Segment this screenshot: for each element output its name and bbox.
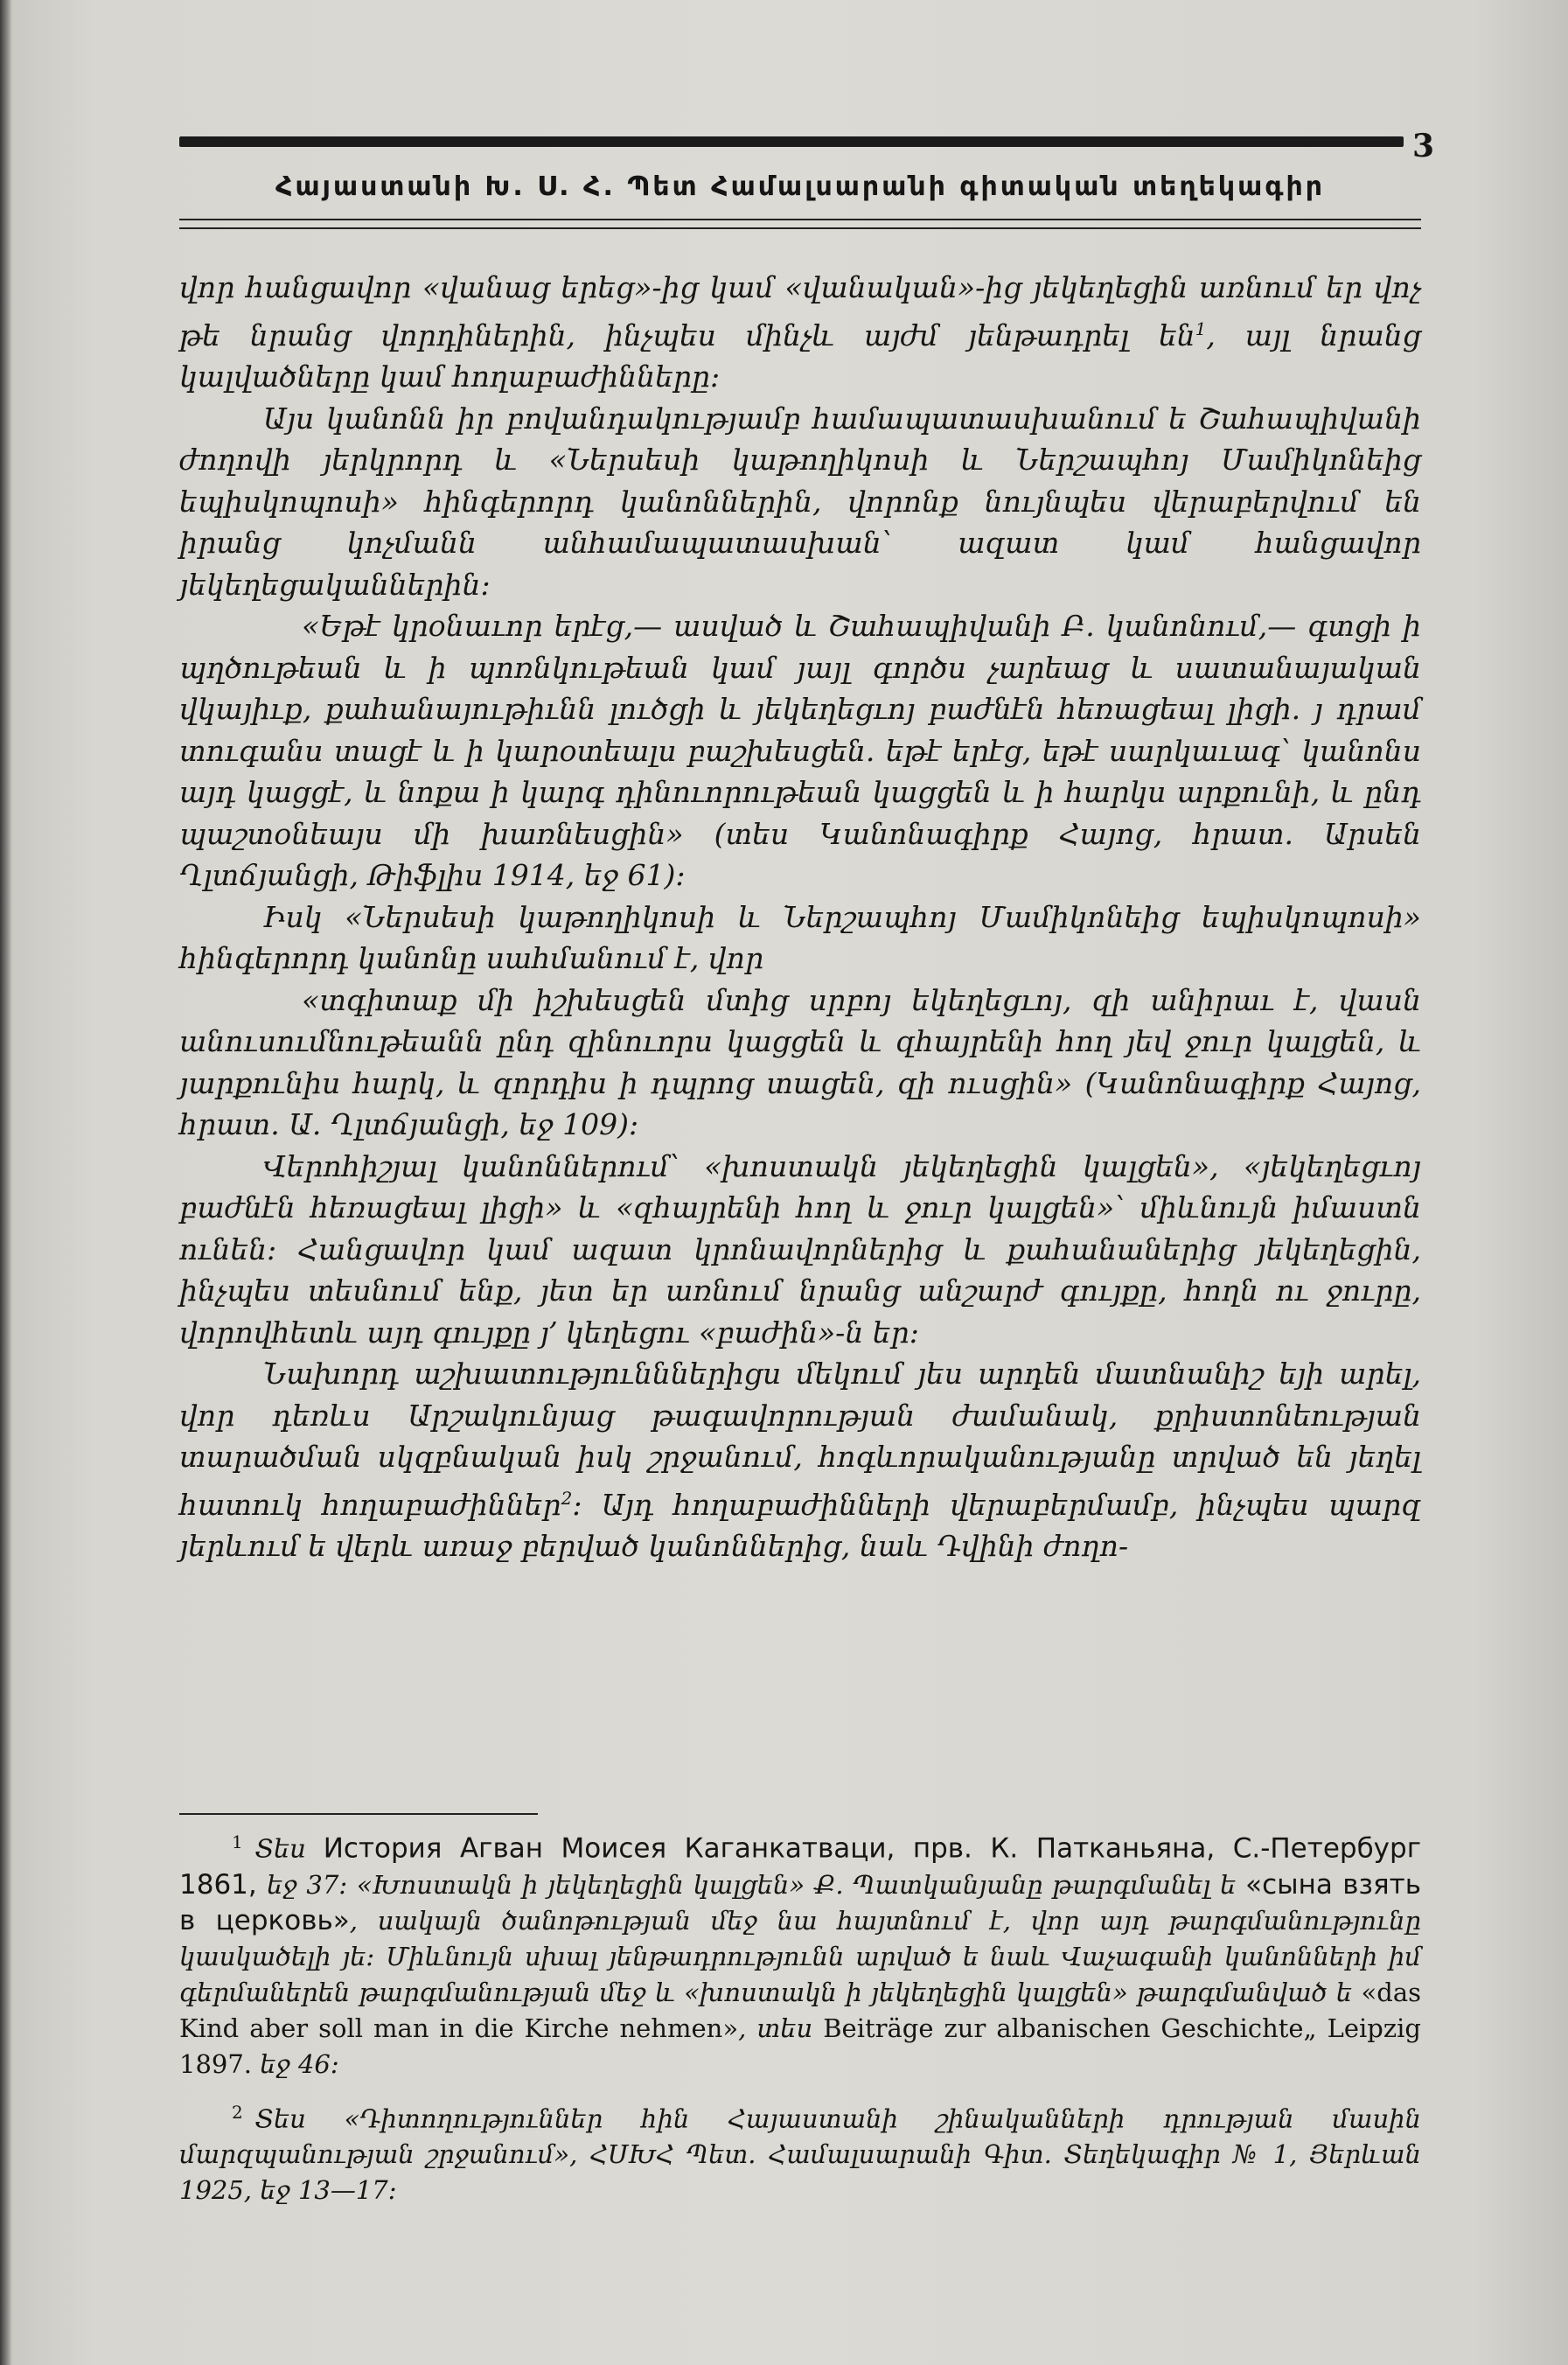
footnote-text: , տես [738,2013,824,2043]
footnote-separator [179,1813,538,1815]
body-paragraph [179,398,1421,606]
footnote-text: եջ 46։ [260,2048,339,2079]
footnote-text: եջ 37։ «Խոստակն ի յեկեղեցին կալցեն» Ք. Պատկանյանը թարգմանել ե [267,1869,1246,1900]
paragraph-text: Իսկ «Ներսեսի կաթողիկոսի և Ներշապհոյ Մամիկոնեից եպիսկոպոսի» հինգերորդ կանոնը սահմանում է, վոր [179,899,1421,975]
paragraph-text: Վերոհիշյալ կանոններում՝ «խոստակն յեկեղեցին կալցեն», «յեկեղեցւոյ բաժնէն հեռացեալ լիցի» և «զհայրենի հող և ջուր կալցեն»՝ միևնույն իմաստն ունեն։ Հանցավոր կամ ազատ կրոնավորներից և քահանաներից յեկեղեցին, ինչպես տեսնում ենք, յետ եր առնում նրանց անշարժ գույքը, հողն ու ջուրը, վորովհետև այդ գույքը յ՚ կեղեցու «բաժին»-ն եր։ [179,1148,1421,1350]
header-rule-double [179,219,1421,229]
footnote-mark: 1 [232,1831,243,1852]
scan-edge-shadow [0,0,12,2365]
footnote-text: Տես «Դիտողություններ հին Հայաստանի շինականների դրության մասին մարզպանության շրջանում», ՀՍԽՀ Պետ. Համալսարանի Գիտ. Տեղեկագիր № 1, Յերևան 1925, եջ 13—17։ [179,2103,1421,2206]
paragraph-text-after: , այլ նրանց կալվածները կամ հողաբաժինները։ [179,317,1421,394]
paragraph-text: «տգիտաք մի իշխեսցեն մտից սրբոյ եկեղեցւոյ, զի անիրաւ է, վասն անուսումնութեանն ընդ զինուորս կացցեն և զհայրենի հող յեվ ջուր կալցեն, և յարքունիս հարկ, և զորդիս ի դպրոց տացեն, զի ուսցին» (Կանոնագիրք Հայոց, հրատ. Ա. Ղլտճյանցի, եջ 109)։ [179,982,1421,1141]
body-paragraph [179,267,1421,398]
footnote-mark: 2 [232,2101,243,2123]
paragraph-text: Այս կանոնն իր բովանդակությամբ համապատասխանում ե Շահապիվանի ժողովի յերկրորդ և «Ներսեսի կաթողիկոսի և Ներշապհոյ Մամիկոնեից եպիսկոպոսի» հինգերորդ կանոններին, վորոնք նույնպես վերաբերվում են իրանց կոչմանն անհամապատասխան՝ ազատ կամ հանցավոր յեկեղեցականներին։ [179,401,1421,602]
body-paragraph [179,1353,1421,1567]
body-paragraph [179,605,1421,896]
footnote-text: «сына взять в церковь» [179,1868,1421,1936]
footnote-text: «das Kind aber soll man in die Kirche nehmen» [179,1977,1421,2043]
footnote-text: , սակայն ծանոթության մեջ նա հայտնում է, վոր այդ թարգմանությունը կասկածելի յե։ Միևնույն սխալ յենթադրությունն արված ե նաև Վաչագանի կանոնների իմ գերմաներեն թարգմանության մեջ և «խոստակն ի յեկեղեցին կալցեն» թարգմանված ե [179,1905,1422,2007]
paragraph-text-after: ։ Այդ հողաբաժինների վերաբերմամբ, ինչպես պարզ յերևում ե վերև առաջ բերված կանոններից, նաև Դվինի ժողո- [179,1487,1421,1563]
footnote [179,2095,1421,2209]
footnote [179,1824,1421,2082]
footnote-text: История Агван Моисея Каганкатваци, прв. К. Патканьяна, С.-Петербург 1861, [179,1832,1421,1901]
body-text [179,267,1421,1567]
body-paragraph [179,980,1421,1146]
footnotes [179,1824,1421,2221]
paragraph-text: վոր հանցավոր «վանաց երեց»-ից կամ «վանական»-ից յեկեղեցին առնում եր վոչ թե նրանց վորդիներին, ինչպես մինչև այժմ յենթադրել են [179,270,1421,352]
page-number: 3 [1411,128,1434,164]
footnote-text: Տես [254,1833,324,1864]
header-rule-thick [179,136,1404,147]
footnote-ref: 1 [1195,317,1207,339]
running-head: Հայաստանի Խ. Ս. Հ. Պետ Համալսարանի գիտական տեղեկագիր [275,171,1325,202]
body-paragraph [179,896,1421,980]
paragraph-text: «Եթէ կրօնաւոր երէց,— ասված և Շահապիվանի Բ. կանոնում,— գտցի ի պղծութեան և ի պոռնկութեան կամ յայլ գործս չարեաց և սատանայական վկայիւք, քահանայութիւնն լուծցի և յեկեղեցւոյ բաժնէն հեռացեալ լիցի. յ դրամ տուգանս տացէ և ի կարօտեալս բաշխեսցեն. եթէ երէց, եթէ սարկաւագ՝ կանոնս այդ կացցէ, և նոքա ի կարգ դինուորութեան կացցեն և ի հարկս արքունի, և ընդ պաշտօնեայս մի խառնեսցին» (տես Կանոնագիրք Հայոց, հրատ. Արսեն Ղլտճյանցի, Թիֆլիս 1914, եջ 61)։ [179,609,1421,892]
footnote-ref: 2 [561,1487,573,1509]
body-paragraph [179,1146,1421,1354]
footnote-text: Beiträge zur albanischen Geschichte„ Leipzig 1897. [179,2013,1421,2079]
paragraph-text: Նախորդ աշխատությունններիցս մեկում յես արդեն մատնանիշ եյի արել, վոր դեռևս Արշակունյաց թագավորության ժամանակ, քրիստոնեության տարածման սկզբնական իսկ շրջանում, հոգևորականությանը տրված են յեղել հատուկ հողաբաժիններ [179,1357,1421,1522]
